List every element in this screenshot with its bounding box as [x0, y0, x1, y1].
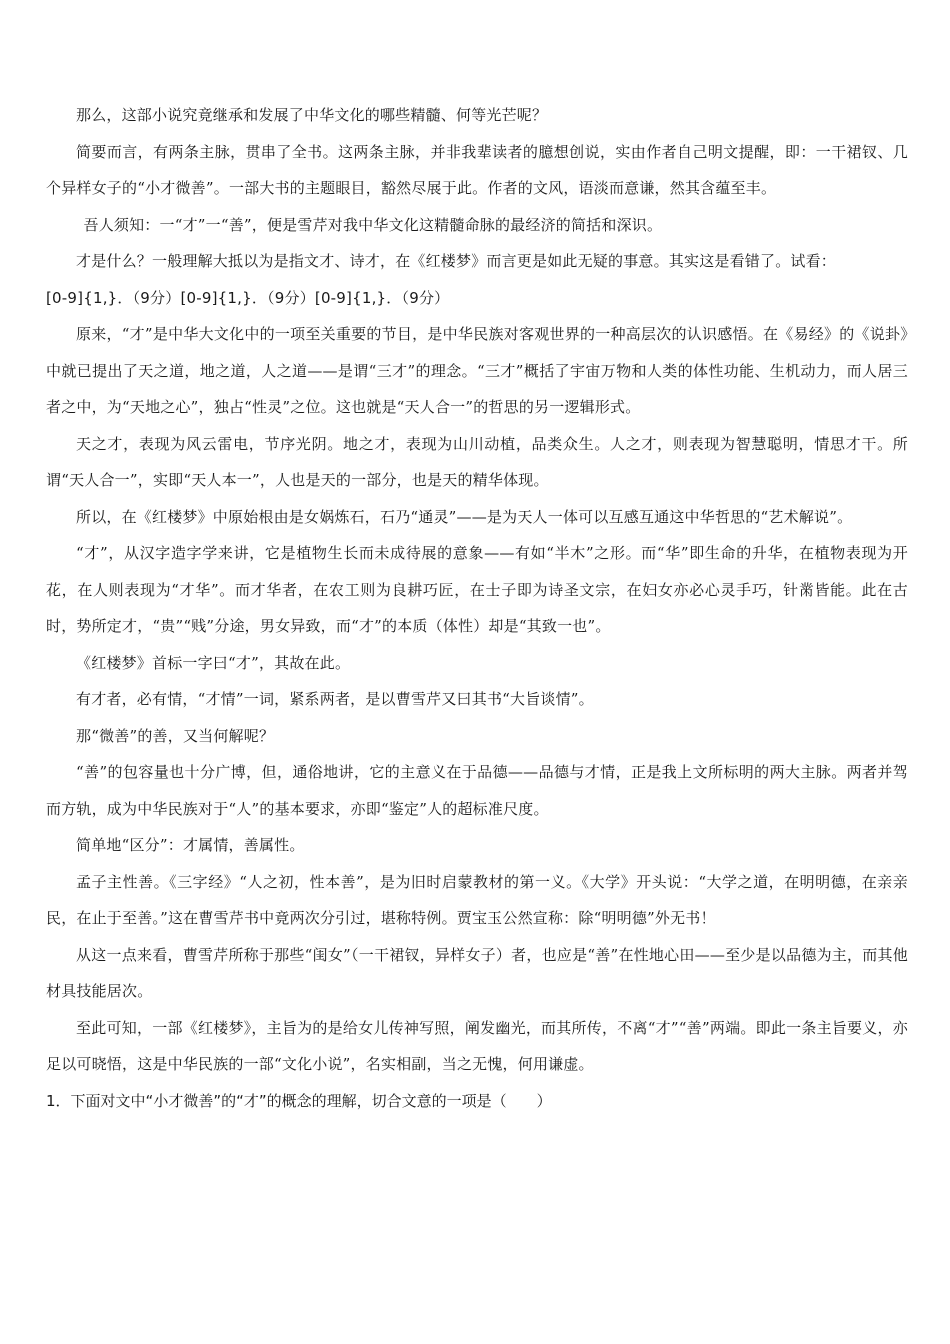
paragraph-15: 孟子主性善。《三字经》“人之初，性本善”，是为旧时启蒙教材的第一义。《大学》开头说：“大学之道，在明明德，在亲亲民，在止于至善。”这在曹雪芹书中竟两次分引过，堪称特例。贾宝玉公然宣称：除“明明德”外无书！: [46, 872, 908, 927]
paragraph-13: “善”的包容量也十分广博，但，通俗地讲，它的主意义在于品德——品德与才情，正是我上文所标明的两大主脉。两者并驾而方轨，成为中华民族对于“人”的基本要求，亦即“鉴定”人的超标准尺度。: [46, 763, 908, 818]
paragraph-8: 所以，在《红楼梦》中原始根由是女娲炼石，石乃“通灵”——是为天人一体可以互感互通这中华哲思的“艺术解说”。: [76, 507, 853, 526]
paragraph-1: 那么，这部小说究竟继承和发展了中华文化的哪些精髓、何等光芒呢？: [76, 106, 548, 124]
paragraph-11: 有才者，必有情，“才情”一词，紧系两者，是以曹雪芹又曰其书“大旨谈情”。: [76, 690, 594, 708]
paragraph-10: 《红楼梦》首标一字曰“才”，其故在此。: [76, 653, 351, 672]
paragraph-5-placeholder: [0-9]{1,}．（9分）[0-9]{1,}．（9分）[0-9]{1,}．（9分）: [46, 288, 450, 307]
paragraph-12: 那“微善”的善，又当何解呢？: [76, 726, 275, 745]
paragraph-9: “才”，从汉字造字学来讲，它是植物生长而未成待展的意象——有如“半木”之形。而“华”即生命的升华，在植物表现为开花，在人则表现为“才华”。而才华者，在农工则为良耕巧匠，在士子即为诗圣文宗，在妇女亦必心灵手巧，针黹皆能。此在古时，势所定才，“贵”“贱”分途，男女异致，而“才”的本质（体性）却是“其致一也”。: [46, 544, 908, 635]
paragraph-7: 天之才，表现为风云雷电，节序光阴。地之才，表现为山川动植，品类众生。人之才，则表现为智慧聪明，情思才干。所谓“天人合一”，实即“天人本一”，人也是天的一部分，也是天的精华体现。: [46, 434, 908, 489]
paragraph-3: 吾人须知：一“才”一“善”，便是雪芹对我中华文化这精髓命脉的最经济的简括和深识。: [83, 215, 663, 234]
paragraph-4: 才是什么？一般理解大抵以为是指文才、诗才，在《红楼梦》而言更是如此无疑的事意。其实这是看错了。试看：: [76, 252, 837, 270]
document-page: [46, 97, 908, 1119]
paragraph-2: 简要而言，有两条主脉，贯串了全书。这两条主脉，并非我辈读者的臆想创说，实由作者自己明文提醒，即：一干裙钗、几个异样女子的“小才微善”。一部大书的主题眼目，豁然尽展于此。作者的文风，语淡而意谦，然其含蕴至丰。: [46, 142, 908, 197]
paragraph-16: 从这一点来看，曹雪芹所称于那些“闺女”（一干裙钗，异样女子）者，也应是“善”在性地心田——至少是以品德为主，而其他材具技能居次。: [46, 945, 908, 1000]
paragraph-14: 简单地“区分”：才属情，善属性。: [76, 836, 305, 854]
paragraph-17: 至此可知，一部《红楼梦》，主旨为的是给女儿传神写照，阐发幽光，而其所传，不离“才”“善”两端。即此一条主旨要义，亦足以可晓悟，这是中华民族的一部“文化小说”，名实相副，当之无愧，何用谦虚。: [46, 1018, 908, 1073]
paragraph-6: 原来，“才”是中华大文化中的一项至关重要的节目，是中华民族对客观世界的一种高层次的认识感悟。在《易经》的《说卦》中就已提出了天之道，地之道，人之道——是谓“三才”的理念。“三才”概括了宇宙万物和人类的体性功能、生机动力，而人居三者之中，为“天地之心”，独占“性灵”之位。这也就是“天人合一”的哲思的另一逻辑形式。: [46, 325, 908, 416]
question-1: 1．下面对文中“小才微善”的“才”的概念的理解，切合文意的一项是（ ）: [46, 1091, 552, 1110]
